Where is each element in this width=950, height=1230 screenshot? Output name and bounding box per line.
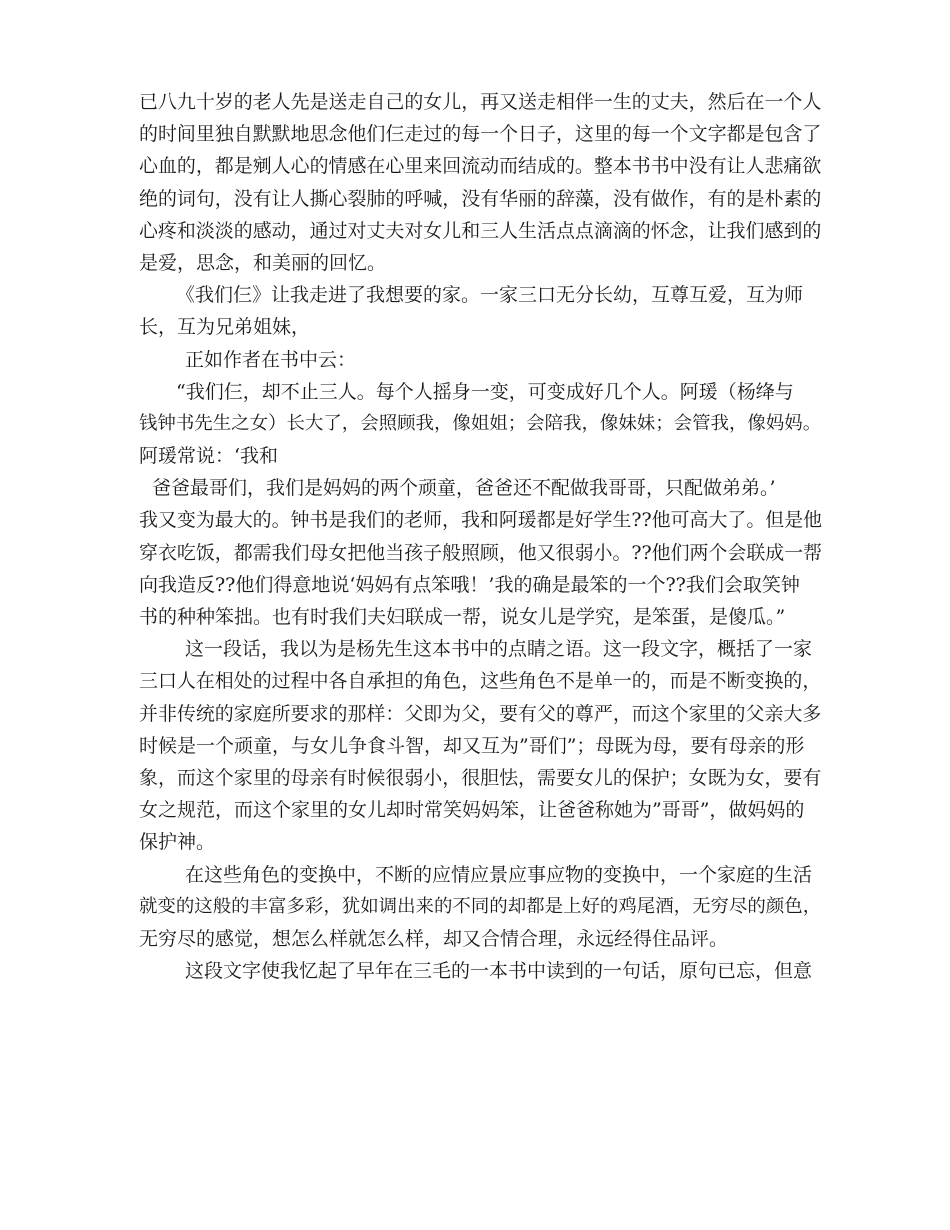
text-line: 三口人在相处的过程中各自承担的角色，这些角色不是单一的，而是不断变换的， [139, 670, 822, 692]
text-line: 我又变为最大的。钟书是我们的老师，我和阿瑗都是好学生??他可高大了。但是他 [139, 509, 823, 531]
text-line: 保护神。 [139, 831, 216, 853]
text-line: 向我造反??他们得意地说‘妈妈有点笨哦！’我的确是最笨的一个??我们会取笑钟 [139, 574, 800, 596]
text-line: 绝的词句，没有让人撕心裂肺的呼喊，没有华丽的辞藻，没有做作，有的是朴素的 [139, 188, 822, 210]
text-line: 时候是一个顽童，与女儿争食斗智，却又互为”哥们”；母既为母，要有母亲的形 [139, 735, 805, 757]
text-line: 穿衣吃饭，都需我们母女把他当孩子般照顾，他又很弱小。??他们两个会联成一帮 [139, 542, 823, 564]
text-line: 阿瑗常说：‘我和 [139, 445, 279, 467]
text-line: 爸爸最哥们，我们是妈妈的两个顽童，爸爸还不配做我哥哥，只配做弟弟。’ [152, 477, 776, 499]
text-line: 女之规范，而这个家里的女儿却时常笑妈妈笨，让爸爸称她为”哥哥”，做妈妈的 [139, 799, 805, 821]
text-line: 《我们仨》让我走进了我想要的家。一家三口无分长幼，互尊互爱，互为师 [176, 284, 804, 306]
text-line: 就变的这般的丰富多彩，犹如调出来的不同的却都是上好的鸡尾酒，无穷尽的颜色， [139, 896, 822, 917]
text-line: 这段文字使我忆起了早年在三毛的一本书中读到的一句话，原句已忘，但意 [185, 960, 813, 982]
text-line: 心疼和淡淡的感动，通过对丈夫对女儿和三人生活点点滴滴的怀念，让我们感到的 [139, 220, 822, 242]
text-line: 钱钟书先生之女）长大了，会照顾我，像姐姐；会陪我，像妹妹；会管我，像妈妈。 [139, 413, 822, 434]
text-line: 书的种种笨拙。也有时我们夫妇联成一帮，说女儿是学究，是笨蛋，是傻瓜。” [139, 606, 786, 628]
text-line: 正如作者在书中云： [185, 349, 357, 371]
text-line: 长，互为兄弟姐妹， [139, 316, 311, 338]
text-line: 无穷尽的感觉，想怎么样就怎么样，却又合情合理，永远经得住品评。 [139, 928, 729, 950]
text-line: 并非传统的家庭所要求的那样：父即为父，要有父的尊严，而这个家里的父亲大多 [139, 703, 822, 725]
text-line: 的时间里独自默默地思念他们仨走过的每一个日子，这里的每一个文字都是包含了 [139, 123, 822, 145]
text-line: 这一段话，我以为是杨先生这本书中的点睛之语。这一段文字，概括了一家 [185, 638, 813, 660]
text-line: 象，而这个家里的母亲有时候很弱小，很胆怯，需要女儿的保护；女既为女，要有 [139, 767, 822, 789]
text-line: 是爱，思念，和美丽的回忆。 [139, 252, 387, 274]
text-line: 心血的，都是剜人心的情感在心里来回流动而结成的。整本书书中没有让人悲痛欲 [139, 155, 822, 177]
text-line: 已八九十岁的老人先是送走自己的女儿，再又送走相伴一生的丈夫，然后在一个人 [139, 91, 822, 113]
text-line: “我们仨，却不止三人。每个人摇身一变，可变成好几个人。阿瑗（杨绛与 [176, 381, 794, 403]
text-line: 在这些角色的变换中，不断的应情应景应事应物的变换中，一个家庭的生活 [185, 864, 813, 886]
